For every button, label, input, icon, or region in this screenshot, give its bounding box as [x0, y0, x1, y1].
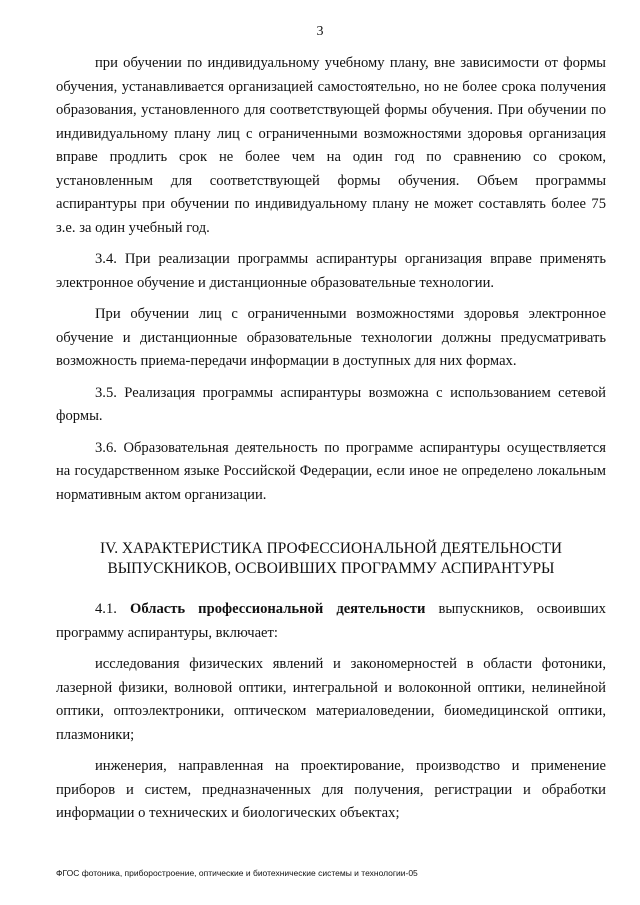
paragraph: исследования физических явлений и закономерностей в области фотоники, лазерной физики, волновой оптики, интегральной и волоконной оптики, нелинейной оптики, оптоэлектроники, оптическом материаловедении, биомедицинской оптики, плазмоники; — [56, 656, 606, 743]
footer-text: ФГОС фотоника, приборостроение, оптические и биотехнические системы и технологии-05 — [56, 868, 418, 878]
clause-bold-term: Область профессиональной деятельности — [129, 601, 426, 617]
paragraph: 3.4. При реализации программы аспирантуры организация вправе применять электронное обучение и дистанционные образовательные технологии. — [56, 251, 606, 291]
document-body — [56, 52, 606, 834]
section-title-line: IV. ХАРАКТЕРИСТИКА ПРОФЕССИОНАЛЬНОЙ ДЕЯТЕЛЬНОСТИ — [99, 540, 563, 557]
clause-paragraph — [56, 598, 606, 645]
paragraph: 3.6. Образовательная деятельность по программе аспирантуры осуществляется на государственном языке Российской Федерации, если иное не определено локальным нормативным актом организации. — [56, 439, 606, 503]
paragraph: 3.5. Реализация программы аспирантуры возможна с использованием сетевой формы. — [56, 384, 606, 424]
paragraph: при обучении по индивидуальному учебному плану, вне зависимости от формы обучения, устанавливается организацией самостоятельно, но не более срока получения образования, установленного для соответствующей формы обучения. При обучении по индивидуальному плану лиц с ограниченными возможностями здоровья организация вправе продлить срок не более чем на один год по сравнению со сроком, установленным для соответствующей формы обучения. Объем программы аспирантуры при обучении по индивидуальному плану не может составлять более 75 з.е. за один учебный год. — [56, 55, 606, 236]
section-title-line: ВЫПУСКНИКОВ, ОСВОИВШИХ ПРОГРАММУ АСПИРАНТУРЫ — [107, 560, 555, 577]
clause-text: выпускников, освоивших программу аспирантуры, включает: — [56, 601, 606, 641]
section-title — [56, 539, 606, 579]
paragraph: инженерия, направленная на проектирование, производство и применение приборов и систем, предназначенных для получения, регистрации и обработки информации о технических и биологических объектах; — [56, 758, 606, 821]
clause-number: 4.1. — [95, 601, 117, 617]
page-number: 3 — [316, 24, 324, 39]
paragraph: При обучении лиц с ограниченными возможностями здоровья электронное обучение и дистанционные образовательные технологии должны предусматривать возможность приема-передачи информации в доступных для них формах. — [56, 306, 606, 369]
